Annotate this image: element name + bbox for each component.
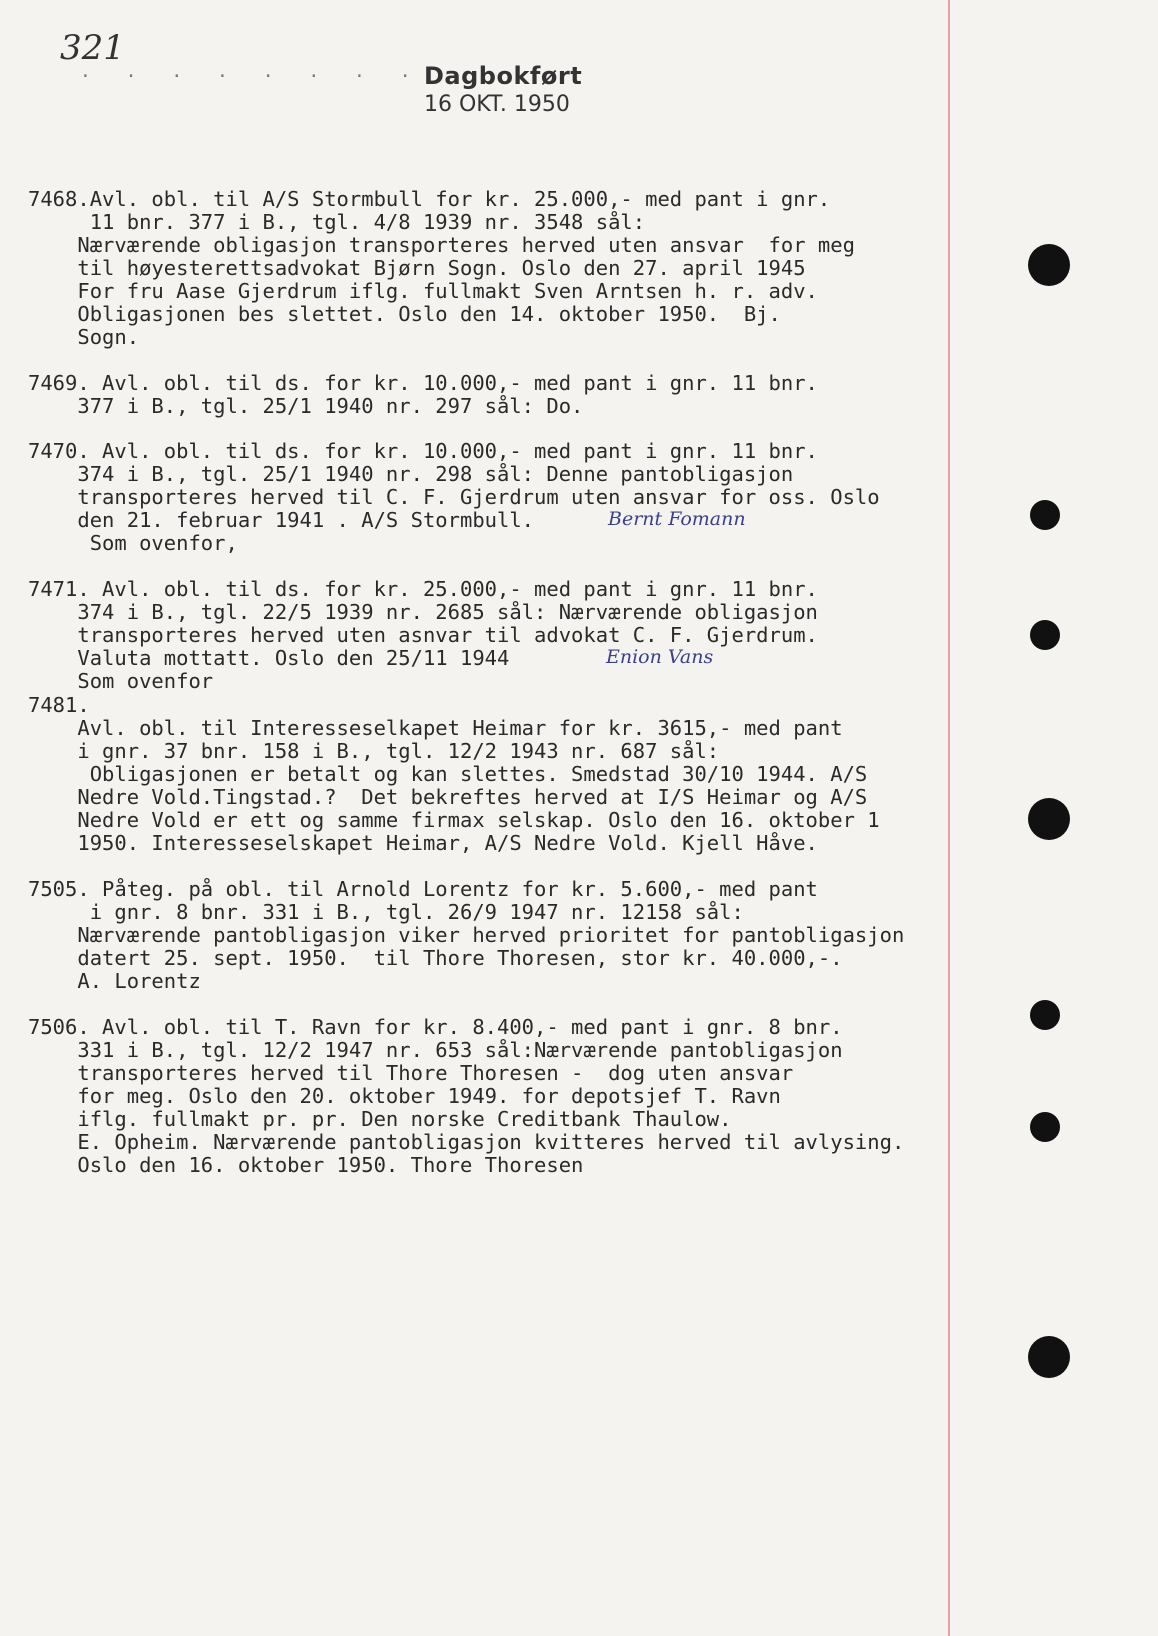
- punch-hole-icon: [1030, 1112, 1060, 1142]
- entry-line: 7481.: [28, 693, 90, 717]
- entry-line: datert 25. sept. 1950. til Thore Thoresen, stor kr. 40.000,-.: [28, 946, 843, 970]
- entry-line: 377 i B., tgl. 25/1 1940 nr. 297 sål: Do.: [28, 394, 584, 418]
- entry-line: 7470. Avl. obl. til ds. for kr. 10.000,- med pant i gnr. 11 bnr.: [28, 439, 818, 463]
- stamp-title: Dagbokført: [424, 62, 583, 90]
- entry-line: Oslo den 16. oktober 1950. Thore Thoresen: [28, 1153, 584, 1177]
- entry-line: 7506. Avl. obl. til T. Ravn for kr. 8.400,- med pant i gnr. 8 bnr.: [28, 1015, 843, 1039]
- entry-line: Sogn.: [28, 325, 140, 349]
- entry-line: 1950. Interesseselskapet Heimar, A/S Nedre Vold. Kjell Håve.: [28, 831, 818, 855]
- entry-line: transporteres herved uten asnvar til advokat C. F. Gjerdrum.: [28, 623, 818, 647]
- handwritten-signature: Bernt Fomann: [608, 508, 746, 530]
- entry-line: Obligasjonen er betalt og kan slettes. Smedstad 30/10 1944. A/S: [28, 762, 868, 786]
- punch-hole-icon: [1028, 244, 1070, 286]
- punch-hole-icon: [1030, 1000, 1060, 1030]
- punch-hole-icon: [1030, 500, 1060, 530]
- entry-line: Som ovenfor: [28, 669, 214, 693]
- entry-line: Avl. obl. til Interesseselkapet Heimar for kr. 3615,- med pant: [28, 716, 843, 740]
- entry-line: Som ovenfor,: [28, 531, 238, 555]
- punch-hole-icon: [1028, 798, 1070, 840]
- page-number: 321: [60, 28, 125, 68]
- entry-line: i gnr. 8 bnr. 331 i B., tgl. 26/9 1947 nr. 12158 sål:: [28, 900, 744, 924]
- handwritten-signature: Enion Vans: [606, 646, 714, 668]
- entry-line: Nedre Vold.Tingstad.? Det bekreftes herved at I/S Heimar og A/S: [28, 785, 868, 809]
- entry-line: 7505. Påteg. på obl. til Arnold Lorentz for kr. 5.600,- med pant: [28, 877, 818, 901]
- entry-line: iflg. fullmakt pr. pr. Den norske Creditbank Thaulow.: [28, 1107, 732, 1131]
- punch-hole-icon: [1028, 1336, 1070, 1378]
- entry-line: i gnr. 37 bnr. 158 i B., tgl. 12/2 1943 nr. 687 sål:: [28, 739, 720, 763]
- entry-line: 7468.Avl. obl. til A/S Stormbull for kr. 25.000,- med pant i gnr.: [28, 187, 831, 211]
- entry-line: transporteres herved til Thore Thoresen - dog uten ansvar: [28, 1061, 794, 1085]
- entry-line: E. Opheim. Nærværende pantobligasjon kvitteres herved til avlysing.: [28, 1130, 905, 1154]
- entry-line: 374 i B., tgl. 22/5 1939 nr. 2685 sål: Nærværende obligasjon: [28, 600, 818, 624]
- stamp-date: 16 OKT. 1950: [424, 92, 570, 117]
- entry-line: 11 bnr. 377 i B., tgl. 4/8 1939 nr. 3548 sål:: [28, 210, 646, 234]
- entry-line: Obligasjonen bes slettet. Oslo den 14. oktober 1950. Bj.: [28, 302, 781, 326]
- entry-line: for meg. Oslo den 20. oktober 1949. for depotsjef T. Ravn: [28, 1084, 781, 1108]
- entry-line: Nærværende pantobligasjon viker herved prioritet for pantobligasjon: [28, 923, 905, 947]
- watermark-stamp-icon: [640, 1522, 769, 1560]
- entry-line: Nedre Vold er ett og samme firmax selskap. Oslo den 16. oktober 1: [28, 808, 880, 832]
- entry-line: transporteres herved til C. F. Gjerdrum uten ansvar for oss. Oslo: [28, 485, 880, 509]
- entry-line: til høyesterettsadvokat Bjørn Sogn. Oslo den 27. april 1945: [28, 256, 806, 280]
- entry-line: 7471. Avl. obl. til ds. for kr. 25.000,- med pant i gnr. 11 bnr.: [28, 577, 818, 601]
- red-margin-line: [948, 0, 950, 1636]
- entry-line: den 21. februar 1941 . A/S Stormbull.: [28, 508, 535, 532]
- entry-line: A. Lorentz: [28, 969, 201, 993]
- entry-line: For fru Aase Gjerdrum iflg. fullmakt Sven Arntsen h. r. adv.: [28, 279, 818, 303]
- punch-hole-icon: [1030, 620, 1060, 650]
- entry-line: 374 i B., tgl. 25/1 1940 nr. 298 sål: Denne pantobligasjon: [28, 462, 794, 486]
- entry-line: 7469. Avl. obl. til ds. for kr. 10.000,- med pant i gnr. 11 bnr.: [28, 371, 818, 395]
- dotted-mark: · · · · · · · ·: [80, 66, 423, 87]
- entry-line: Nærværende obligasjon transporteres herved uten ansvar for meg: [28, 233, 855, 257]
- entry-line: 331 i B., tgl. 12/2 1947 nr. 653 sål:Nærværende pantobligasjon: [28, 1038, 843, 1062]
- entry-line: Valuta mottatt. Oslo den 25/11 1944: [28, 646, 510, 670]
